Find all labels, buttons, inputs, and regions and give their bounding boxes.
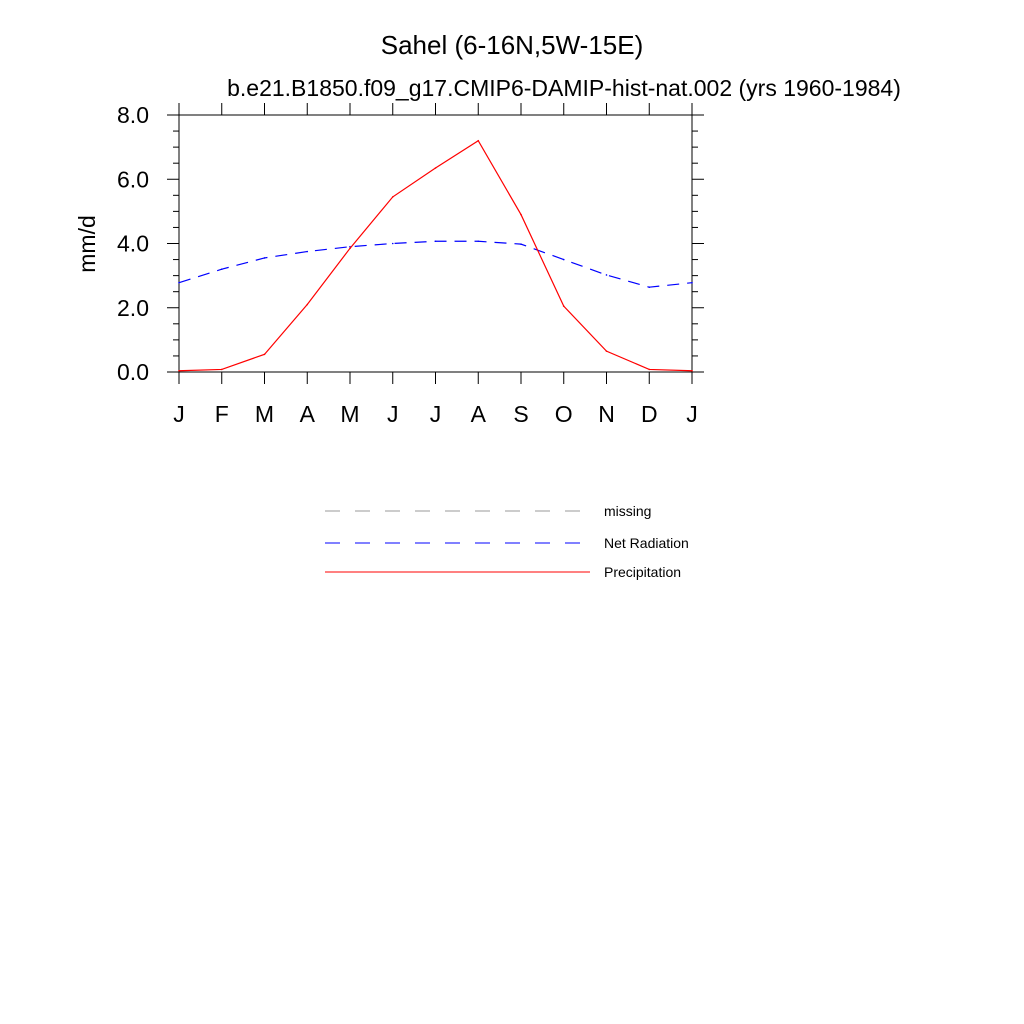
x-tick-label: O (554, 401, 573, 427)
data-point-precipitation (349, 248, 351, 250)
y-tick-label: 4.0 (117, 230, 149, 257)
y-tick-label: 8.0 (117, 102, 149, 128)
x-tick-label: D (640, 401, 658, 427)
plot-area (117, 102, 704, 427)
legend-label-missing: missing (604, 503, 652, 519)
data-point-precipitation (691, 370, 693, 372)
legend-label-precipitation: Precipitation (604, 564, 682, 580)
data-point-net-radiation (520, 243, 522, 245)
data-point-net-radiation (563, 259, 565, 261)
data-point-net-radiation (435, 240, 437, 242)
y-tick-label: 0.0 (117, 359, 149, 385)
data-point-net-radiation (178, 282, 180, 284)
data-point-net-radiation (392, 243, 394, 245)
data-point-net-radiation (477, 240, 479, 242)
x-tick-label: N (598, 401, 615, 427)
x-tick-label: A (299, 401, 315, 427)
x-tick-label: S (513, 401, 529, 427)
series-line-net-radiation (179, 241, 692, 287)
series-line-precipitation (179, 141, 692, 371)
x-tick-label: J (173, 401, 185, 427)
chart-subtitle: b.e21.B1850.f09_g17.CMIP6-DAMIP-hist-nat.002 (yrs 1960-1984) (227, 75, 901, 101)
x-tick-label: J (429, 401, 442, 427)
data-point-net-radiation (264, 257, 266, 259)
data-point-precipitation (264, 354, 266, 356)
data-point-precipitation (392, 196, 394, 198)
data-point-precipitation (606, 350, 608, 352)
x-tick-label: F (214, 401, 229, 427)
data-point-precipitation (520, 214, 522, 216)
x-tick-label: A (470, 401, 486, 427)
y-tick-label: 2.0 (117, 294, 149, 321)
y-tick-label: 6.0 (117, 166, 149, 193)
data-point-net-radiation (221, 268, 223, 270)
data-point-precipitation (648, 369, 650, 371)
data-point-net-radiation (691, 282, 693, 284)
data-point-precipitation (178, 370, 180, 372)
data-point-net-radiation (648, 286, 650, 288)
data-point-net-radiation (606, 274, 608, 276)
data-point-precipitation (221, 369, 223, 371)
data-point-precipitation (477, 140, 479, 142)
data-point-precipitation (563, 305, 565, 307)
x-tick-label: M (254, 401, 275, 427)
x-tick-label: M (340, 401, 360, 427)
legend-label-net-radiation: Net Radiation (604, 535, 689, 551)
data-point-net-radiation (306, 251, 308, 253)
plot-frame (179, 115, 692, 372)
data-point-precipitation (435, 167, 437, 169)
x-tick-label: J (686, 401, 698, 427)
chart-title: Sahel (6-16N,5W-15E) (380, 30, 644, 60)
x-tick-label: J (387, 401, 399, 427)
data-point-precipitation (306, 304, 308, 306)
y-axis-label: mm/d (74, 215, 100, 273)
legend (325, 503, 689, 580)
